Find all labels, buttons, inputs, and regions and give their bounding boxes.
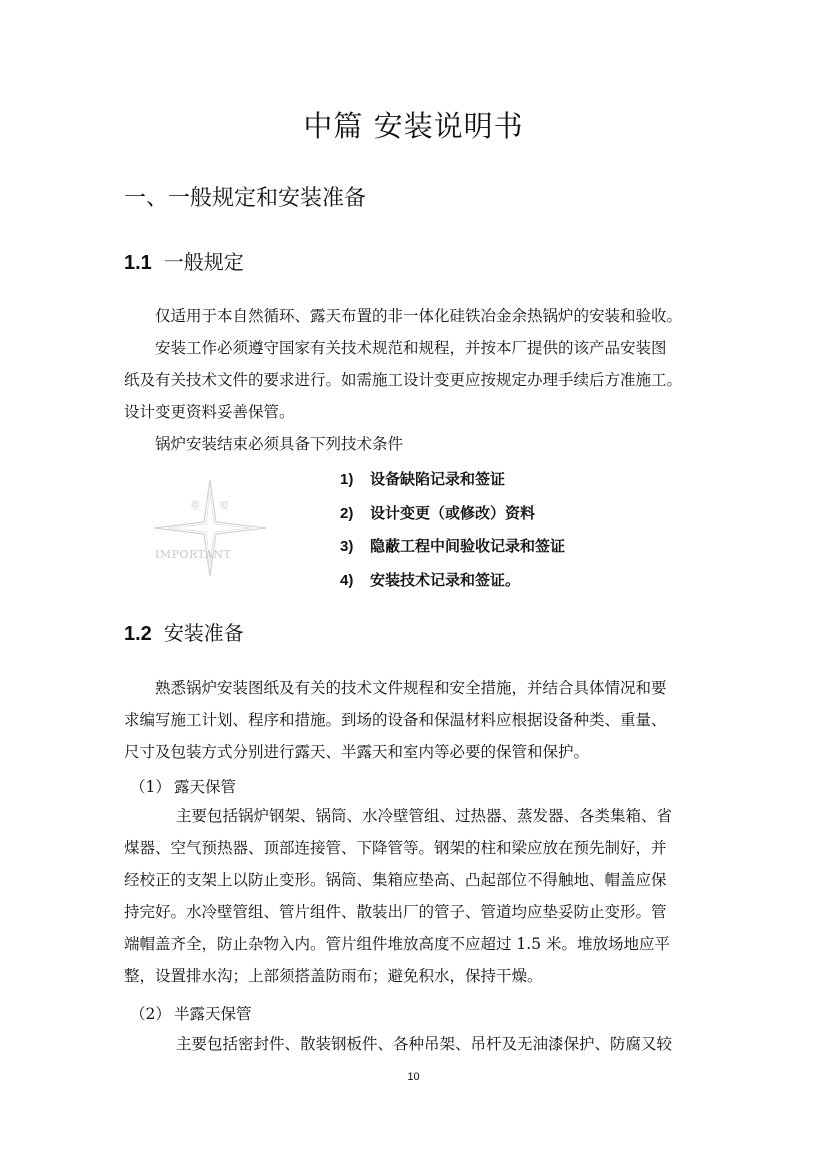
text-line: 锅炉安装结束必须具备下列技术条件 xyxy=(155,435,404,453)
text-line: 熟悉锅炉安装图纸及有关的技术文件规程和安全措施，并结合具体情况和要 xyxy=(155,679,667,697)
list-item: 1) 设备缺陷记录和签证 xyxy=(340,470,506,488)
subsection-title: 一般规定 xyxy=(163,250,244,274)
important-stamp-icon xyxy=(152,478,268,578)
subsection-number: 1.1 xyxy=(124,252,152,274)
text-line: 煤器、空气预热器、顶部连接管、下降管等。钢架的柱和梁应放在预先制好，并 xyxy=(124,839,667,857)
text-line: 经校正的支架上以防止变形。锅筒、集箱应垫高、凸起部位不得触地、帽盖应保 xyxy=(124,871,667,889)
outdoor-storage-paragraph xyxy=(124,800,708,992)
stamp-label-top: 重 要 xyxy=(190,501,238,512)
text-line: 整，设置排水沟；上部须搭盖防雨布；避免积水，保持干燥。 xyxy=(124,967,543,985)
semi-outdoor-storage-heading: （2） 半露天保管 xyxy=(130,1005,252,1023)
list-item: 4) 安装技术记录和签证。 xyxy=(340,570,521,589)
text-line: 端帽盖齐全，防止杂物入内。管片组件堆放高度不应超过 1.5 米。堆放场地应平 xyxy=(124,935,671,953)
subsection-title: 安装准备 xyxy=(163,621,244,645)
outdoor-storage-heading: （1） 露天保管 xyxy=(130,778,237,796)
text-line: 持完好。水冷壁管组、管片组件、散装出厂的管子、管道均应垫妥防止变形。管 xyxy=(124,903,667,921)
page-number: 10 xyxy=(407,1071,420,1083)
text-line: 安装工作必须遵守国家有关技术规范和规程，并按本厂提供的该产品安装图 xyxy=(155,339,667,357)
section-heading: 一、一般规定和安装准备 xyxy=(124,186,367,211)
preparation-paragraph xyxy=(124,672,708,768)
text-line: 主要包括密封件、散装钢板件、各种吊架、吊杆及无油漆保护、防腐又较 xyxy=(176,1035,673,1053)
subsection-number: 1.2 xyxy=(124,623,152,645)
subsection-heading-1-2 xyxy=(124,617,244,646)
list-item: 3) 隐蔽工程中间验收记录和签证 xyxy=(340,537,566,555)
semi-outdoor-storage-paragraph xyxy=(124,1028,708,1060)
text-line: 尺寸及包装方式分别进行露天、半露天和室内等必要的保管和保护。 xyxy=(124,743,590,761)
subsection-heading-1-1 xyxy=(124,246,244,275)
stamp-label: IMPORTANT xyxy=(155,548,232,561)
text-line: 纸及有关技术文件的要求进行。如需施工设计变更应按规定办理手续后方准施工。 xyxy=(124,371,683,389)
text-line: 主要包括锅炉钢架、锅筒、水冷壁管组、过热器、蒸发器、各类集箱、省 xyxy=(176,807,673,825)
list-item: 2) 设计变更（或修改）资料 xyxy=(340,503,536,522)
text-line: 仅适用于本自然循环、露天布置的非一体化硅铁冶金余热锅炉的安装和验收。 xyxy=(155,307,683,325)
technical-conditions-list xyxy=(340,463,565,597)
text-line: 设计变更资料妥善保管。 xyxy=(124,403,295,421)
page-title: 中篇 安装说明书 xyxy=(303,109,524,143)
general-rules-paragraph xyxy=(124,300,708,460)
text-line: 求编写施工计划、程序和措施。到场的设备和保温材料应根据设备种类、重量、 xyxy=(124,711,667,729)
